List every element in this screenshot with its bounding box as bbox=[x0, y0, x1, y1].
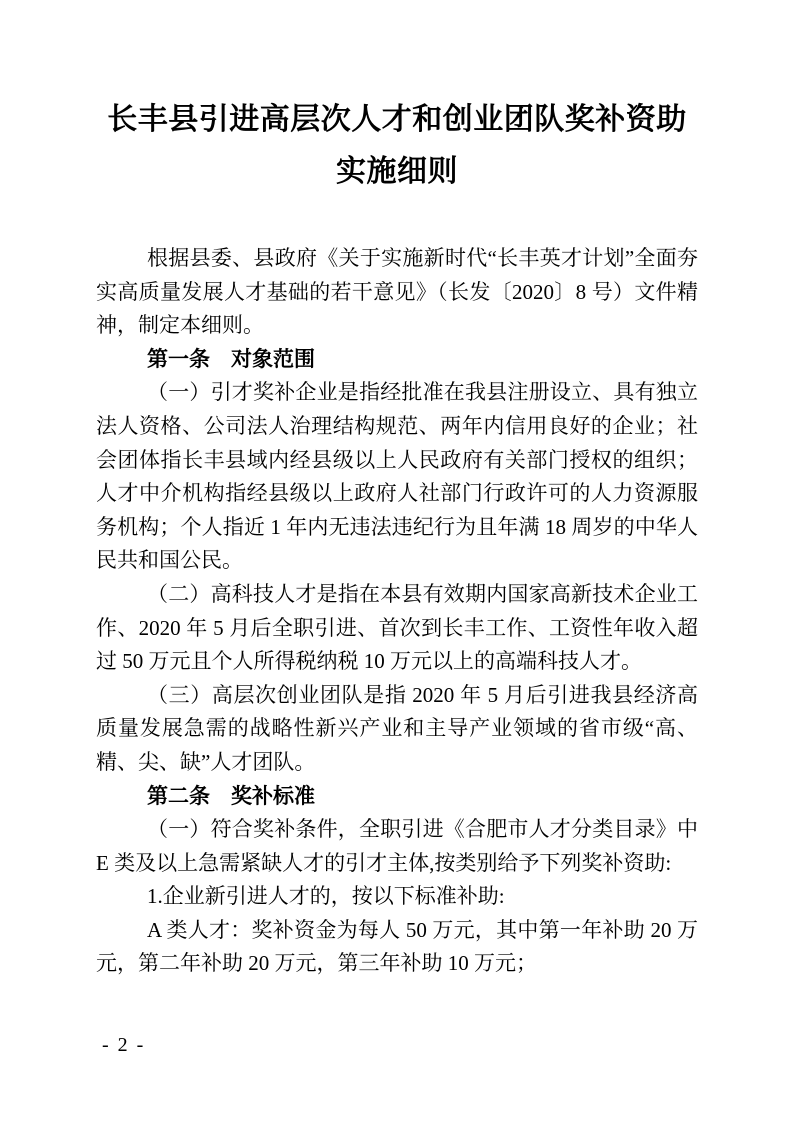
article-2-clause-1: （一）符合奖补条件，全职引进《合肥市人才分类目录》中 E 类及以上急需紧缺人才的引才主体,按类别给予下列奖补资助: bbox=[96, 817, 698, 875]
document-content bbox=[96, 94, 698, 981]
article-2-heading: 第二条 奖补标准 bbox=[147, 783, 315, 808]
article-2-item-a-class: A 类人才：奖补资金为每人 50 万元，其中第一年补助 20 万元，第二年补助 20 万元，第三年补助 10 万元； bbox=[96, 917, 698, 976]
article-1-clause-2: （二）高科技人才是指在本县有效期内国家高新技术企业工作、2020 年 5 月后全职引进、首次到长丰工作、工资性年收入超过 50 万元且个人所得税纳税 10 万元以上的高端科技人才。 bbox=[96, 581, 698, 674]
document-title bbox=[96, 94, 698, 198]
title-line-1: 长丰县引进高层次人才和创业团队奖补资助 bbox=[107, 103, 687, 136]
document-body bbox=[96, 242, 698, 981]
article-1-clause-1: （一）引才奖补企业是指经批准在我县注册设立、具有独立法人资格、公司法人治理结构规范、两年内信用良好的企业；社会团体指长丰县域内经县级以上人民政府有关部门授权的组织；人才中介机构指经县级以上政府人社部门行政许可的人力资源服务机构；个人指近 1 年内无违法违纪行为且年满 18 周岁的中华人民共和国公民。 bbox=[96, 380, 698, 573]
intro-paragraph: 根据县委、县政府《关于实施新时代“长丰英才计划”全面夯实高质量发展人才基础的若干意见》（长发〔2020〕8 号）文件精神，制定本细则。 bbox=[96, 246, 698, 338]
page-number: - 2 - bbox=[102, 1034, 146, 1056]
article-1-heading: 第一条 对象范围 bbox=[147, 346, 315, 371]
article-2-item-1: 1.企业新引进人才的，按以下标准补助: bbox=[147, 884, 505, 909]
title-line-2: 实施细则 bbox=[336, 155, 458, 188]
article-1-clause-3: （三）高层次创业团队是指 2020 年 5 月后引进我县经济高质量发展急需的战略性新兴产业和主导产业领域的省市级“高、精、尖、缺”人才团队。 bbox=[96, 682, 698, 774]
